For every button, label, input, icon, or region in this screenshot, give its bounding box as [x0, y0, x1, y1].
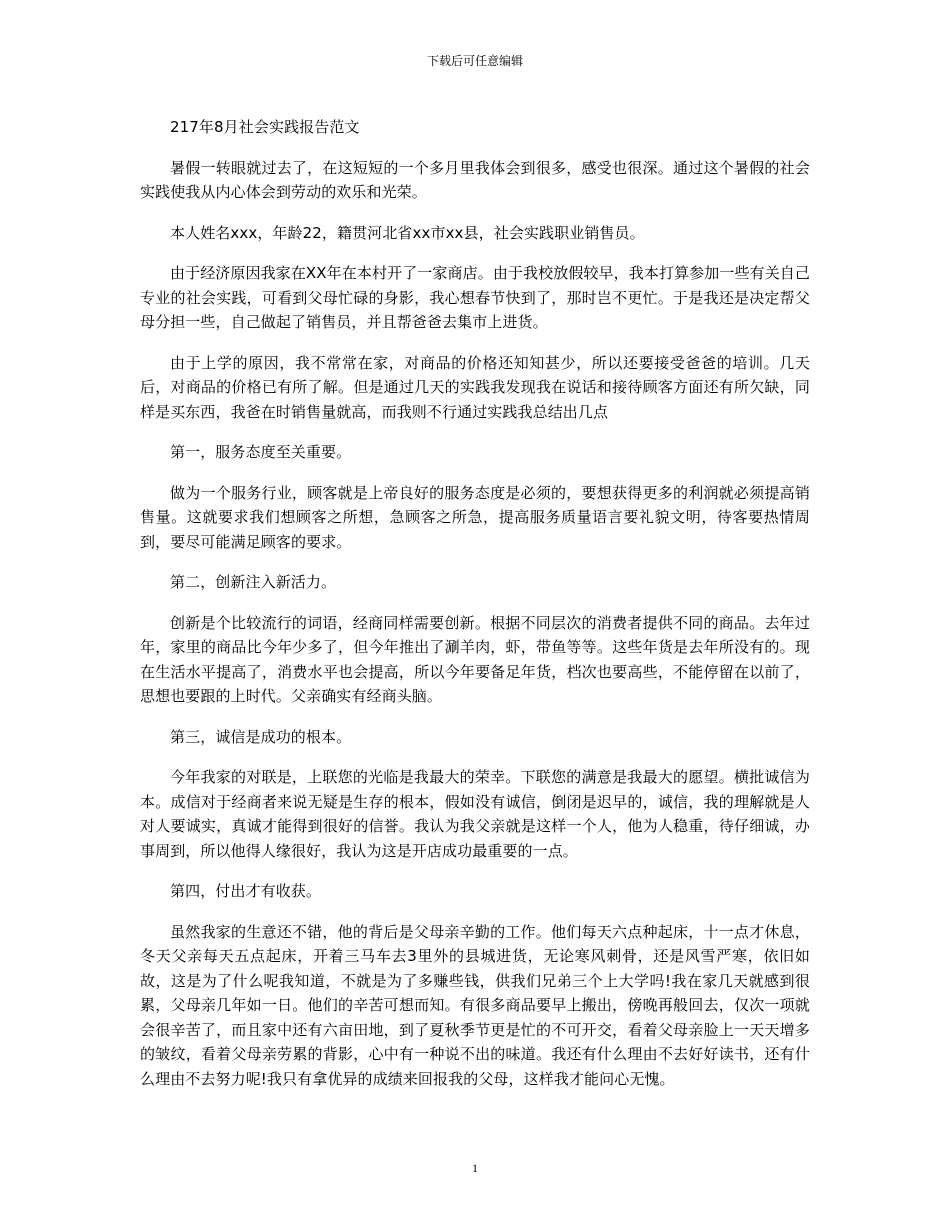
document-body	[140, 115, 810, 1107]
paragraph-personal-info: 本人姓名xxx，年龄22，籍贯河北省xx市xx县，社会实践职业销售员。	[170, 223, 645, 242]
paragraph-training: 由于上学的原因，我不常常在家，对商品的价格还知知甚少，所以还要接受爸爸的培训。几天后，对商品的价格已有所了解。但是通过几天的实践我发现我在说话和接待顾客方面还有所欠缺，同样是买东西，我爸在时销售量就高，而我则不行通过实践我总结出几点	[140, 353, 810, 421]
paragraph-integrity: 今年我家的对联是，上联您的光临是我最大的荣幸。下联您的满意是我最大的愿望。横批诚信为本。成信对于经商者来说无疑是生存的根本，假如没有诚信，倒闭是迟早的，诚信，我的理解就是人对人要诚实，真诚才能得到很好的信誉。我认为我父亲就是这样一个人，他为人稳重，待仔细诚，办事周到，所以他得人缘很好，我认为这是开店成功最重要的一点。	[140, 768, 810, 860]
page-number: 1	[472, 1161, 478, 1175]
paragraph-innovation: 创新是个比较流行的词语，经商同样需要创新。根据不同层次的消费者提供不同的商品。去年过年，家里的商品比今年少多了，但今年推出了涮羊肉，虾，带鱼等等。这些年货是去年所没有的。现在生活水平提高了，消费水平也会提高，所以今年要备足年货，档次也要高些，不能停留在以前了，思想也要跟的上时代。父亲确实有经商头脑。	[140, 613, 810, 705]
paragraph-intro: 暑假一转眼就过去了，在这短短的一个多月里我体会到很多，感受也很深。通过这个暑假的社会实践使我从内心体会到劳动的欢乐和光荣。	[140, 158, 810, 201]
section-heading-1: 第一，服务态度至关重要。	[170, 443, 352, 461]
page-header: 下载后可任意编辑	[426, 54, 523, 68]
document-title: 217年8月社会实践报告范文	[170, 118, 360, 136]
section-heading-3: 第三，诚信是成功的根本。	[170, 727, 352, 746]
section-heading-4: 第四，付出才有收获。	[170, 882, 322, 900]
paragraph-service: 做为一个服务行业，顾客就是上帝良好的服务态度是必须的，要想获得更多的利润就必须提高销售量。这就要求我们想顾客之所想，急顾客之所急，提高服务质量语言要礼貌文明，待客要热情周到，要尽可能满足顾客的要求。	[140, 483, 810, 551]
paragraph-effort: 虽然我家的生意还不错，他的背后是父母亲辛勤的工作。他们每天六点种起床，十一点才休息，冬天父亲每天五点起床，开着三马车去3里外的县城进货，无论寒风刺骨，还是风雪严寒，依旧如故，这是为了什么呢我知道，不就是为了多赚些钱，供我们兄弟三个上大学吗!我在家几天就感到很累，父母亲几年如一日。他们的辛苦可想而知。有很多商品要早上搬出，傍晚再般回去，仅次一项就会很辛苦了，而且家中还有六亩田地，到了夏秋季节更是忙的不可开交，看着父母亲脸上一天天增多的皱纹，看着父母亲劳累的背影，心中有一种说不出的味道。我还有什么理由不去好好读书，还有什么理由不去努力呢!我只有拿优异的成绩来回报我的父母，这样我才能问心无愧。	[140, 922, 810, 1088]
paragraph-background: 由于经济原因我家在XX年在本村开了一家商店。由于我校放假较早，我本打算参加一些有关自己专业的社会实践，可看到父母忙碌的身影，我心想春节快到了，那时岂不更忙。于是我还是决定帮父母分担一些，自己做起了销售员，并且帮爸爸去集市上进货。	[140, 264, 810, 331]
section-heading-2: 第二，创新注入新活力。	[170, 573, 337, 591]
